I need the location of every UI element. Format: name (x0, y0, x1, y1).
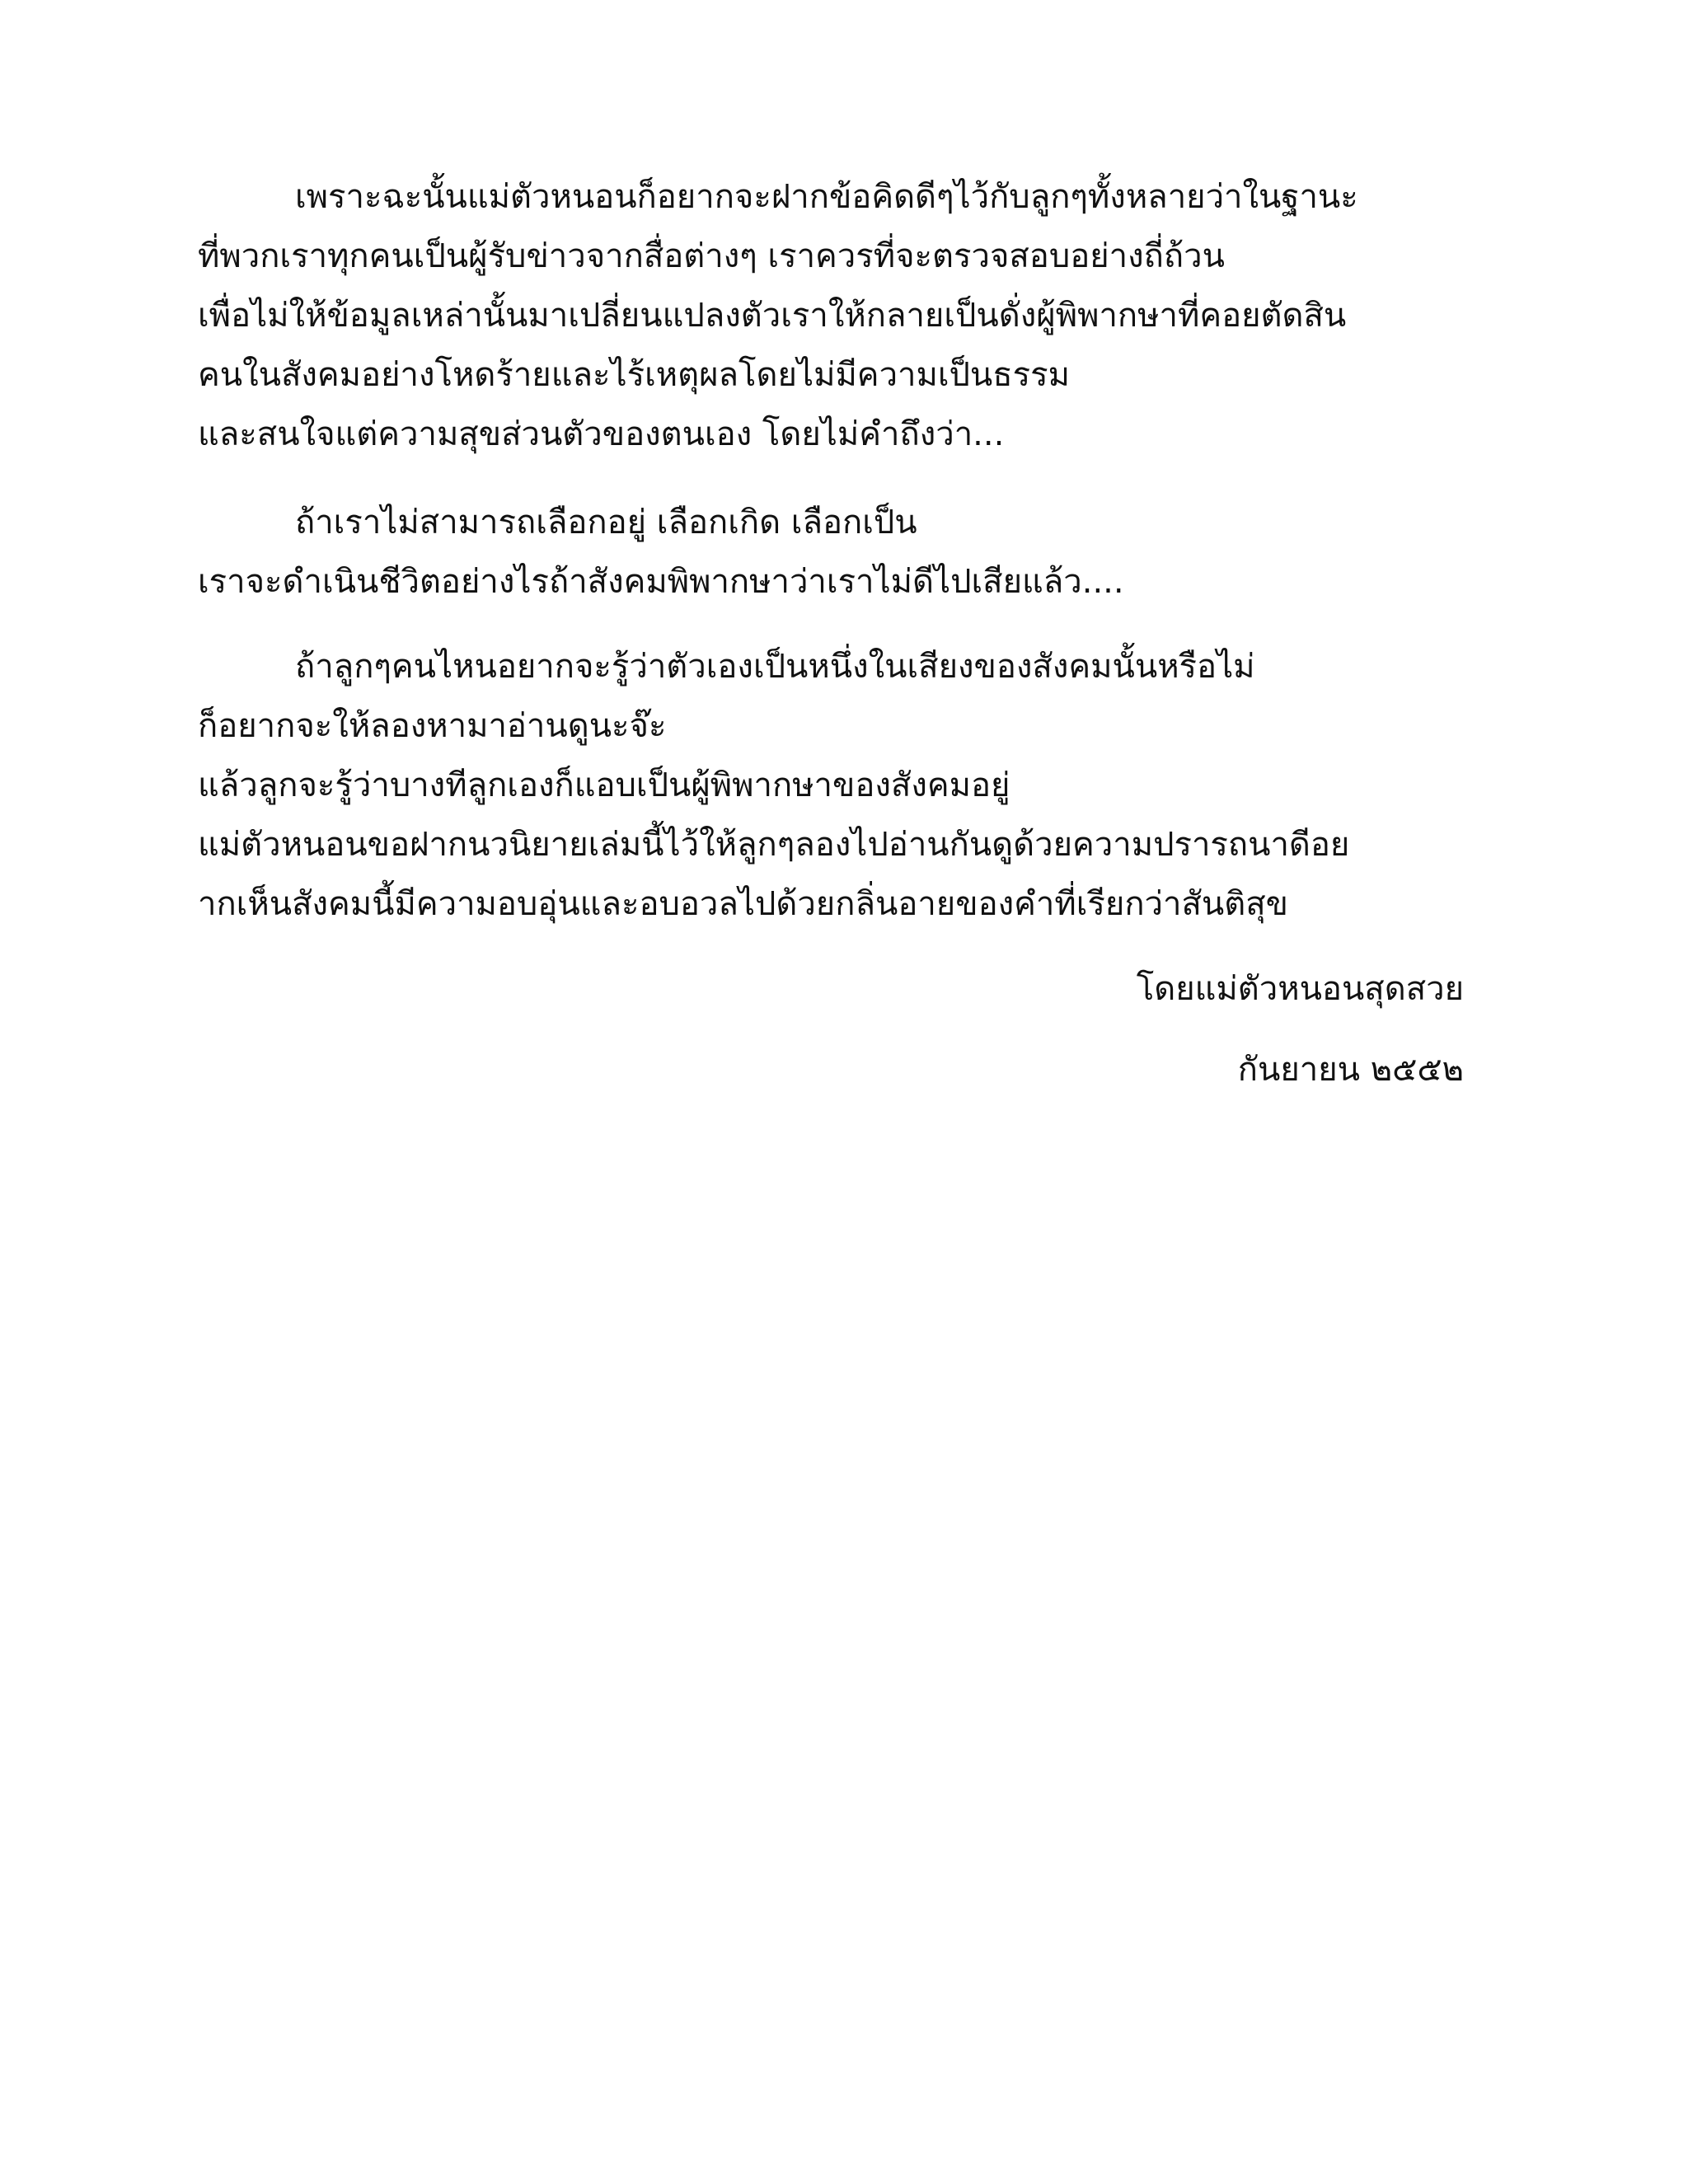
signature-date: กันยายน ๒๕๕๒ (1237, 1051, 1464, 1089)
paragraph-1 (198, 167, 1484, 464)
paragraph-2 (198, 493, 1484, 612)
paragraph-line: เราจะดำเนินชีวิตอย่างไรถ้าสังคมพิพากษาว่าเราไม่ดีไปเสียแล้ว.... (198, 563, 1124, 601)
paragraph-line: ถ้าเราไม่สามารถเลือกอยู่ เลือกเกิด เลือกเป็น (295, 504, 917, 541)
paragraph-line: ถ้าลูกๆคนไหนอยากจะรู้ว่าตัวเองเป็นหนึ่งในเสียงของสังคมนั้นหรือไม่ (295, 648, 1255, 686)
paragraph-3 (198, 637, 1484, 934)
paragraph-line: คนในสังคมอย่างโหดร้ายและไร้เหตุผลโดยไม่มีความเป็นธรรม (198, 356, 1071, 394)
paragraph-line: แม่ตัวหนอนขอฝากนวนิยายเล่มนี้ไว้ให้ลูกๆลองไปอ่านกันดูด้วยความปรารถนาดีอย (198, 826, 1350, 864)
paragraph-line: ที่พวกเราทุกคนเป็นผู้รับข่าวจากสื่อต่างๆ เราควรที่จะตรวจสอบอย่างถี่ถ้วน (198, 237, 1225, 275)
paragraph-line: ก็อยากจะให้ลองหามาอ่านดูนะจ๊ะ (198, 707, 667, 745)
paragraph-line: เพราะฉะนั้นแม่ตัวหนอนก็อยากจะฝากข้อคิดดีๆไว้กับลูกๆทั้งหลายว่าในฐานะ (295, 178, 1358, 216)
paragraph-line: ากเห็นสังคมนี้มีความอบอุ่นและอบอวลไปด้วยกลิ่นอายของคำที่เรียกว่าสันติสุข (198, 885, 1288, 923)
paragraph-line: แล้วลูกจะรู้ว่าบางทีลูกเองก็แอบเป็นผู้พิพากษาของสังคมอยู่ (198, 766, 1010, 804)
signature-author: โดยแม่ตัวหนอนสุดสวย (1136, 970, 1464, 1008)
paragraph-line: เพื่อไม่ให้ข้อมูลเหล่านั้นมาเปลี่ยนแปลงตัวเราให้กลายเป็นดั่งผู้พิพากษาที่คอยตัดสิน (198, 297, 1347, 335)
paragraph-line: และสนใจแต่ความสุขส่วนตัวของตนเอง โดยไม่คำถึงว่า... (198, 415, 1005, 453)
